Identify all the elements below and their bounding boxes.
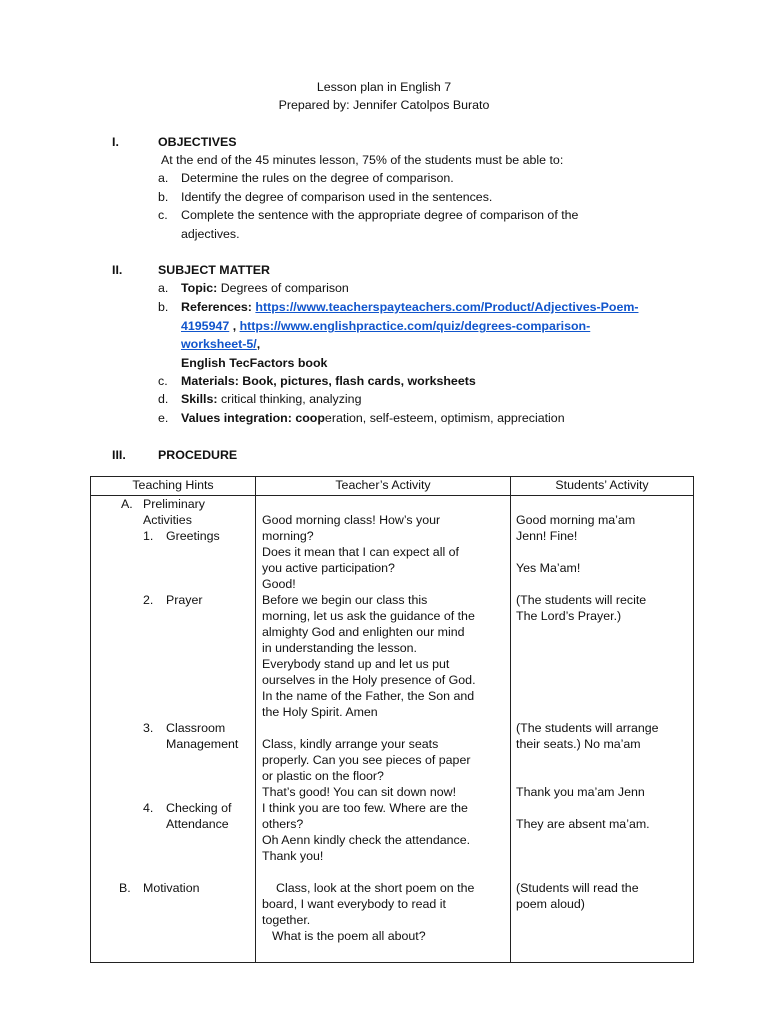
list-marker: d. [158, 392, 169, 406]
students-activity-cell [511, 496, 694, 963]
teacher-line: Class, look at the short poem on the [276, 881, 475, 895]
reference-separator: , [229, 319, 240, 333]
list-marker: a. [158, 281, 169, 295]
section-heading-subject-matter: SUBJECT MATTER [158, 263, 270, 277]
teacher-line: Good morning class! How’s your [262, 513, 441, 527]
reference-trailing-comma: , [256, 337, 261, 351]
student-line: Thank you ma’am Jenn [516, 785, 645, 799]
section-numeral-objectives: I. [112, 135, 119, 149]
hint-attendance: Attendance [166, 817, 229, 831]
teacher-line: What is the poem all about? [272, 929, 426, 943]
student-line: Jenn! Fine! [516, 529, 578, 543]
references-line-2 [181, 317, 590, 335]
teacher-line: morning, let us ask the guidance of the [262, 609, 475, 623]
topic-line [181, 279, 349, 297]
student-line: Good morning ma’am [516, 513, 636, 527]
hint-checking-of: Checking of [166, 801, 232, 815]
student-line: (The students will recite [516, 593, 647, 607]
skills-label: Skills: [181, 392, 218, 406]
document-title: Lesson plan in English 7 [316, 80, 452, 94]
topic-value: Degrees of comparison [220, 281, 349, 295]
hint-management: Management [166, 737, 239, 751]
hint-activities: Activities [143, 513, 192, 527]
objective-marker: b. [158, 190, 169, 204]
reference-link-englishpractice[interactable]: https://www.englishpractice.com/quiz/degrees-comparison- [239, 319, 591, 333]
teacher-line: properly. Can you see pieces of paper [262, 753, 471, 767]
student-line: (Students will read the [516, 881, 639, 895]
references-label: References: [181, 300, 252, 314]
teacher-line: Does it mean that I can expect all of [262, 545, 459, 559]
list-marker: c. [158, 374, 168, 388]
values-label: Values integration: [181, 411, 292, 425]
student-line: Yes Ma’am! [516, 561, 581, 575]
teacher-line: almighty God and enlighten our mind [262, 625, 465, 639]
teacher-line: in understanding the lesson. [262, 641, 417, 655]
column-header-teaching-hints: Teaching Hints [91, 477, 256, 496]
teacher-line: Everybody stand up and let us put [262, 657, 450, 671]
teacher-line: Before we begin our class this [262, 593, 428, 607]
teacher-line: or plastic on the floor? [262, 769, 384, 783]
reference-link-teacherspayteachers-cont[interactable]: 4195947 [181, 319, 230, 333]
objective-marker: a. [158, 171, 169, 185]
hint-marker-3: 3. [143, 721, 154, 735]
list-marker: b. [158, 300, 169, 314]
references-line-3 [181, 335, 260, 353]
student-line: poem aloud) [516, 897, 585, 911]
teacher-line: board, I want everybody to read it [262, 897, 446, 911]
column-header-students-activity: Students’ Activity [511, 477, 694, 496]
objective-item-continued: adjectives. [181, 227, 240, 241]
hint-motivation: Motivation [143, 881, 200, 895]
section-numeral-subject-matter: II. [112, 263, 123, 277]
list-marker: e. [158, 411, 169, 425]
hint-marker-4: 4. [143, 801, 154, 815]
student-line: The Lord’s Prayer.) [516, 609, 622, 623]
teacher-line: ourselves in the Holy presence of God. [262, 673, 476, 687]
hint-marker-b: B. [119, 881, 131, 895]
teacher-line: Good! [262, 577, 296, 591]
hint-marker-a: A. [121, 497, 133, 511]
objectives-intro: At the end of the 45 minutes lesson, 75% of the students must be able to: [161, 153, 564, 167]
teacher-line: That’s good! You can sit down now! [262, 785, 457, 799]
objective-item: Determine the rules on the degree of comparison. [181, 171, 454, 185]
teacher-line: the Holy Spirit. Amen [262, 705, 378, 719]
teacher-line: Thank you! [262, 849, 324, 863]
objective-item: Complete the sentence with the appropriate degree of comparison of the [181, 208, 579, 222]
section-heading-procedure: PROCEDURE [158, 448, 238, 462]
values-value: eration, self-esteem, optimism, appreciation [324, 411, 565, 425]
skills-value: critical thinking, analyzing [220, 392, 362, 406]
table-row [91, 496, 694, 963]
values-line [181, 409, 565, 427]
hint-greetings: Greetings [166, 529, 220, 543]
teacher-line: together. [262, 913, 311, 927]
student-line: (The students will arrange [516, 721, 659, 735]
teacher-line: Class, kindly arrange your seats [262, 737, 439, 751]
teacher-line: Oh Aenn kindly check the attendance. [262, 833, 471, 847]
hint-preliminary: Preliminary [143, 497, 205, 511]
hint-marker-1: 1. [143, 529, 154, 543]
materials-line: Materials: Book, pictures, flash cards, worksheets [181, 374, 476, 388]
teacher-line: morning? [262, 529, 314, 543]
teachers-activity-cell [256, 496, 511, 963]
reference-link-englishpractice-cont[interactable]: worksheet-5/ [181, 337, 257, 351]
section-numeral-procedure: III. [112, 448, 126, 462]
column-header-teachers-activity: Teacher’s Activity [256, 477, 511, 496]
reference-book: English TecFactors book [181, 356, 328, 370]
teacher-line: In the name of the Father, the Son and [262, 689, 475, 703]
teacher-line: I think you are too few. Where are the [262, 801, 468, 815]
topic-label: Topic: [181, 281, 218, 295]
teaching-hints-cell [91, 496, 256, 963]
prepared-by: Prepared by: Jennifer Catolpos Burato [278, 98, 490, 112]
skills-line [181, 390, 361, 408]
objective-item: Identify the degree of comparison used in the sentences. [181, 190, 493, 204]
values-bold-part: coop [295, 411, 325, 425]
objective-marker: c. [158, 208, 168, 222]
student-line: They are absent ma’am. [516, 817, 650, 831]
reference-link-teacherspayteachers[interactable]: https://www.teacherspayteachers.com/Product/Adjectives-Poem- [255, 300, 639, 314]
references-line [181, 298, 638, 316]
hint-marker-2: 2. [143, 593, 154, 607]
table-header-row [91, 477, 694, 496]
hint-classroom: Classroom [166, 721, 226, 735]
teacher-line: you active participation? [262, 561, 395, 575]
student-line: their seats.) No ma’am [516, 737, 641, 751]
teacher-line: others? [262, 817, 304, 831]
hint-prayer: Prayer [166, 593, 203, 607]
procedure-table [90, 476, 694, 963]
section-heading-objectives: OBJECTIVES [158, 135, 237, 149]
